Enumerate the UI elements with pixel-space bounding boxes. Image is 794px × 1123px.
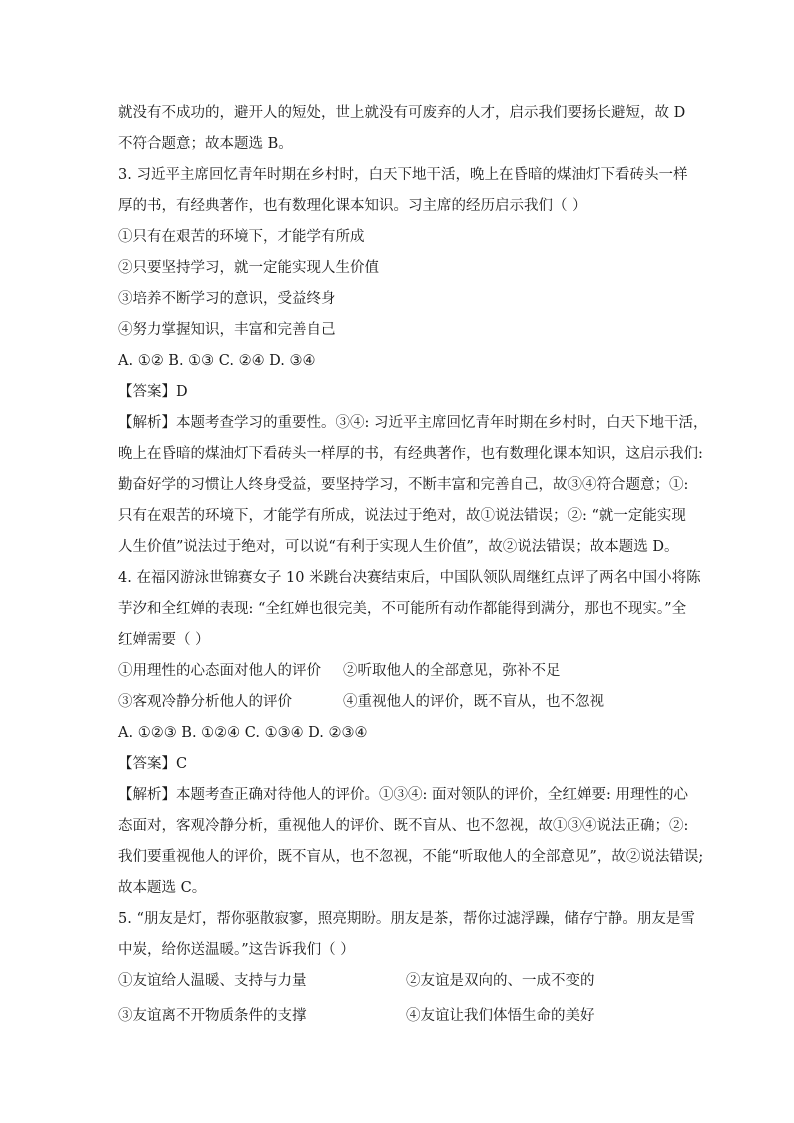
analysis-text: 态面对，客观冷静分析，重视他人的评价、既不盲从、也不忽视，故①③④说法正确；②: <box>118 818 689 834</box>
analysis-text: 晚上在昏暗的煤油灯下看砖头一样厚的书，有经典著作，也有数理化课本知识，这启示我们: <box>118 446 703 462</box>
option-item: ①友谊给人温暖、支持与力量 <box>118 973 307 989</box>
option-item: ②听取他人的全部意见，弥补不足 <box>343 663 561 679</box>
option-item: ④重视他人的评价，既不盲从，也不忽视 <box>343 694 604 710</box>
analysis-text: 只有在艰苦的环境下，才能学有所成，说法过于绝对，故①说法错误；②: “就一定能实现 <box>118 508 686 524</box>
question-4-stem: 红婵需要（ ） <box>118 632 210 648</box>
option-item: ②友谊是双向的、一成不变的 <box>406 973 595 989</box>
answer-choices: A. ①② B. ①③ C. ②④ D. ③④ <box>118 353 316 369</box>
analysis-text: 我们要重视他人的评价，既不盲从，也不忽视，不能“听取他人的全部意见”，故②说法错误; <box>118 849 704 865</box>
question-4-stem: 芋汐和全红婵的表现: “全红婵也很完美，不可能所有动作都能得到满分，那也不现实。”全 <box>118 601 687 617</box>
question-3-stem: 厚的书，有经典著作，也有数理化课本知识。习主席的经历启示我们（ ） <box>118 198 587 214</box>
option-item: ①用理性的心态面对他人的评价 <box>118 663 321 679</box>
option-item: ③培养不断学习的意识，受益终身 <box>118 291 336 307</box>
analysis-text: 人生价值”说法过于绝对，可以说“有利于实现人生价值”，故②说法错误；故本题选 D。 <box>118 539 679 555</box>
text-line: 不符合题意；故本题选 B。 <box>118 136 293 152</box>
answer-choices: A. ①②③ B. ①②④ C. ①③④ D. ②③④ <box>118 725 368 741</box>
answer-label: 【答案】C <box>118 756 188 772</box>
option-item: ④努力掌握知识，丰富和完善自己 <box>118 322 336 338</box>
question-5-stem: 5. “朋友是灯，帮你驱散寂寥，照亮期盼。朋友是茶，帮你过滤浮躁，储存宁静。朋友是雪 <box>118 911 695 927</box>
option-item: ②只要坚持学习，就一定能实现人生价值 <box>118 260 379 276</box>
option-item: ③客观冷静分析他人的评价 <box>118 694 292 710</box>
answer-label: 【答案】D <box>118 384 188 400</box>
analysis-text: 【解析】本题考查正确对待他人的评价。①③④: 面对领队的评价，全红婵要: 用理性的心 <box>118 787 688 803</box>
question-5-stem: 中炭，给你送温暖。”这告诉我们（ ） <box>118 942 355 958</box>
analysis-text: 【解析】本题考查学习的重要性。③④: 习近平主席回忆青年时期在乡村时，白天下地干活， <box>118 415 708 431</box>
analysis-text: 勤奋好学的习惯让人终身受益，要坚持学习，不断丰富和完善自己，故③④符合题意；①: <box>118 477 689 493</box>
analysis-text: 故本题选 C。 <box>118 880 207 896</box>
question-3-stem: 3. 习近平主席回忆青年时期在乡村时，白天下地干活，晚上在昏暗的煤油灯下看砖头一样 <box>118 167 688 183</box>
text-line: 就没有不成功的，避开人的短处，世上就没有可废弃的人才，启示我们要扬长避短，故 D <box>118 105 686 121</box>
option-item: ①只有在艰苦的环境下，才能学有所成 <box>118 229 365 245</box>
option-item: ③友谊离不开物质条件的支撑 <box>118 1008 307 1024</box>
question-4-stem: 4. 在福冈游泳世锦赛女子 10 米跳台决赛结束后，中国队领队周继红点评了两名中国小将陈 <box>118 570 701 586</box>
option-item: ④友谊让我们体悟生命的美好 <box>406 1008 595 1024</box>
